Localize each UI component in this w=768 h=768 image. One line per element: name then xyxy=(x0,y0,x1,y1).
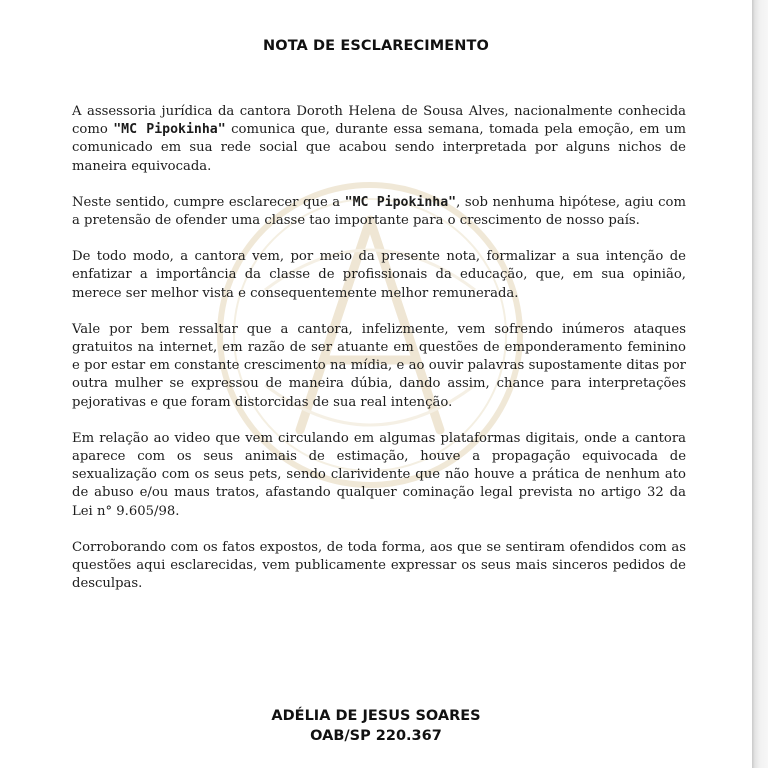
paragraph xyxy=(72,248,686,303)
paragraph xyxy=(72,321,686,412)
paragraph xyxy=(72,539,686,594)
paragraph-text: Em relação ao video que vem circulando em algumas plataformas digitais, onde a cantora aparece com os seus animais de estimação, houve a propagação equivocada de sexualização com os seus pets, sendo clarividente que não houve a prática de nenhum ato de abuso e/ou maus tratos, afastando qualquer cominação legal prevista no artigo 32 da Lei n° 9.605/98. xyxy=(72,430,686,519)
paragraph-text: Corroborando com os fatos expostos, de toda forma, aos que se sentiram ofendidos com as questões aqui esclarecidas, vem publicamente expressar os seus mais sinceros pedidos de desculpas. xyxy=(72,539,686,592)
paragraph-text: De todo modo, a cantora vem, por meio da presente nota, formalizar a sua intenção de enfatizar a importância da classe de profissionais da educação, que, em sua opinião, merece ser melhor vista e consequentemente melhor remunerada. xyxy=(72,249,686,301)
page-edge-shadow xyxy=(752,0,768,768)
signature-block xyxy=(0,706,752,746)
signature-registration: OAB/SP 220.367 xyxy=(310,728,442,744)
signature-name: ADÉLIA DE JESUS SOARES xyxy=(271,708,481,724)
emphasized-text: "MC Pipokinha" xyxy=(344,194,457,210)
paragraph-text: comunica que, durante essa semana, tomada pela emoção, em um comunicado em sua rede social que acabou sendo interpretada por alguns nichos de maneira equivocada. xyxy=(72,122,686,174)
paragraph-text: Neste sentido, cumpre esclarecer que a xyxy=(72,194,345,210)
document-body xyxy=(72,103,686,611)
paragraph xyxy=(72,194,686,230)
paragraph-text: A assessoria jurídica da cantora Doroth Helena de Sousa Alves, nacionalmente conhecida como xyxy=(72,104,686,138)
paragraph-text: , sob nenhuma hipótese, agiu com a pretensão de ofender uma classe tao importante para o crescimento de nosso país. xyxy=(72,194,686,229)
paragraph-text: Vale por bem ressaltar que a cantora, infelizmente, vem sofrendo inúmeros ataques gratuitos na internet, em razão de ser atuante em questões de emponderamento feminino e por estar em constante crescimento na mídia, e ao ouvir palavras supostamente ditas por outra mulher se expressou de maneira dúbia, dando assim, chance para interpretações pejorativas e que foram distorcidas de sua real intenção. xyxy=(72,321,686,410)
emphasized-text: "MC Pipokinha" xyxy=(113,122,226,138)
document-title: NOTA DE ESCLARECIMENTO xyxy=(263,38,489,54)
paragraph xyxy=(72,430,686,521)
paragraph xyxy=(72,103,686,176)
